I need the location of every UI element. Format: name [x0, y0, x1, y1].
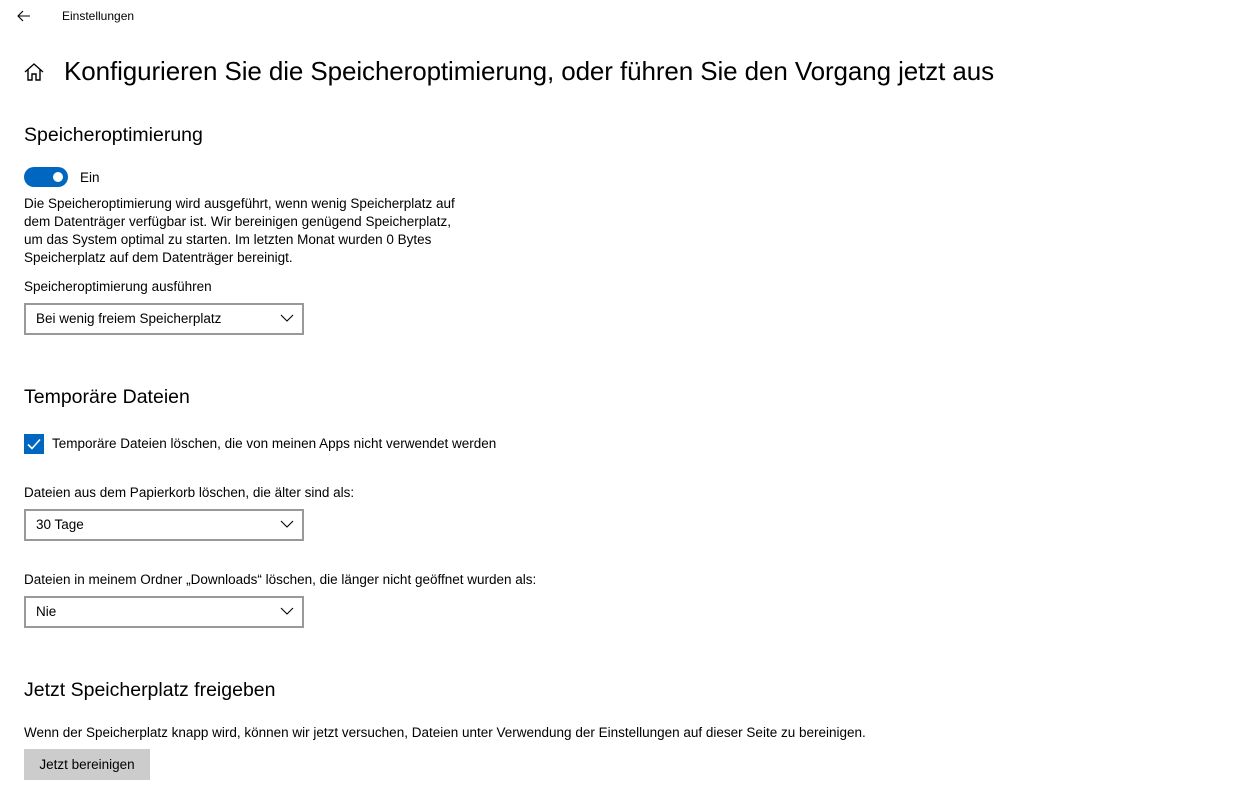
section-title-free-space: Jetzt Speicherplatz freigeben [24, 679, 276, 701]
storage-sense-description [24, 195, 455, 267]
recycle-bin-label: Dateien aus dem Papierkorb löschen, die älter sind als: [24, 485, 355, 500]
run-storage-sense-label: Speicheroptimierung ausführen [24, 279, 212, 294]
title-bar [0, 0, 1260, 32]
dropdown-value: Bei wenig freiem Speicherplatz [36, 311, 222, 326]
toggle-knob [53, 172, 63, 182]
description-line: dem Datenträger verfügbar ist. Wir bereinigen genügend Speicherplatz, [24, 214, 451, 229]
description-line: Die Speicheroptimierung wird ausgeführt, wenn wenig Speicherplatz auf [24, 196, 455, 211]
storage-sense-toggle[interactable] [24, 167, 68, 187]
clean-now-button[interactable]: Jetzt bereinigen [24, 749, 150, 780]
section-title-storage-sense: Speicheroptimierung [24, 124, 203, 146]
chevron-down-icon [280, 519, 294, 529]
downloads-dropdown[interactable] [24, 596, 304, 628]
toggle-state-label: Ein [80, 170, 100, 185]
delete-temp-files-label: Temporäre Dateien löschen, die von meinen Apps nicht verwendet werden [52, 436, 497, 451]
chevron-down-icon [280, 313, 294, 323]
arrow-left-icon [17, 10, 31, 22]
dropdown-value: Nie [36, 604, 57, 619]
home-icon[interactable] [23, 61, 45, 83]
checkmark-icon [26, 436, 42, 452]
chevron-down-icon [280, 606, 294, 616]
description-line: Speicherplatz auf dem Datenträger bereinigt. [24, 250, 293, 265]
section-title-temp-files: Temporäre Dateien [24, 386, 190, 408]
free-space-description: Wenn der Speicherplatz knapp wird, können wir jetzt versuchen, Dateien unter Verwendung der Einstellungen auf dieser Seite zu bereinigen. [24, 725, 866, 740]
recycle-bin-dropdown[interactable] [24, 509, 304, 541]
page-title: Konfigurieren Sie die Speicheroptimierung, oder führen Sie den Vorgang jetzt aus [64, 56, 995, 86]
back-button[interactable] [8, 2, 40, 30]
run-storage-sense-dropdown[interactable] [24, 303, 304, 335]
app-title: Einstellungen [62, 9, 135, 23]
downloads-label: Dateien in meinem Ordner „Downloads“ löschen, die länger nicht geöffnet wurden als: [24, 572, 537, 587]
delete-temp-files-checkbox[interactable] [24, 434, 44, 454]
dropdown-value: 30 Tage [36, 517, 84, 532]
description-line: um das System optimal zu starten. Im letzten Monat wurden 0 Bytes [24, 232, 432, 247]
